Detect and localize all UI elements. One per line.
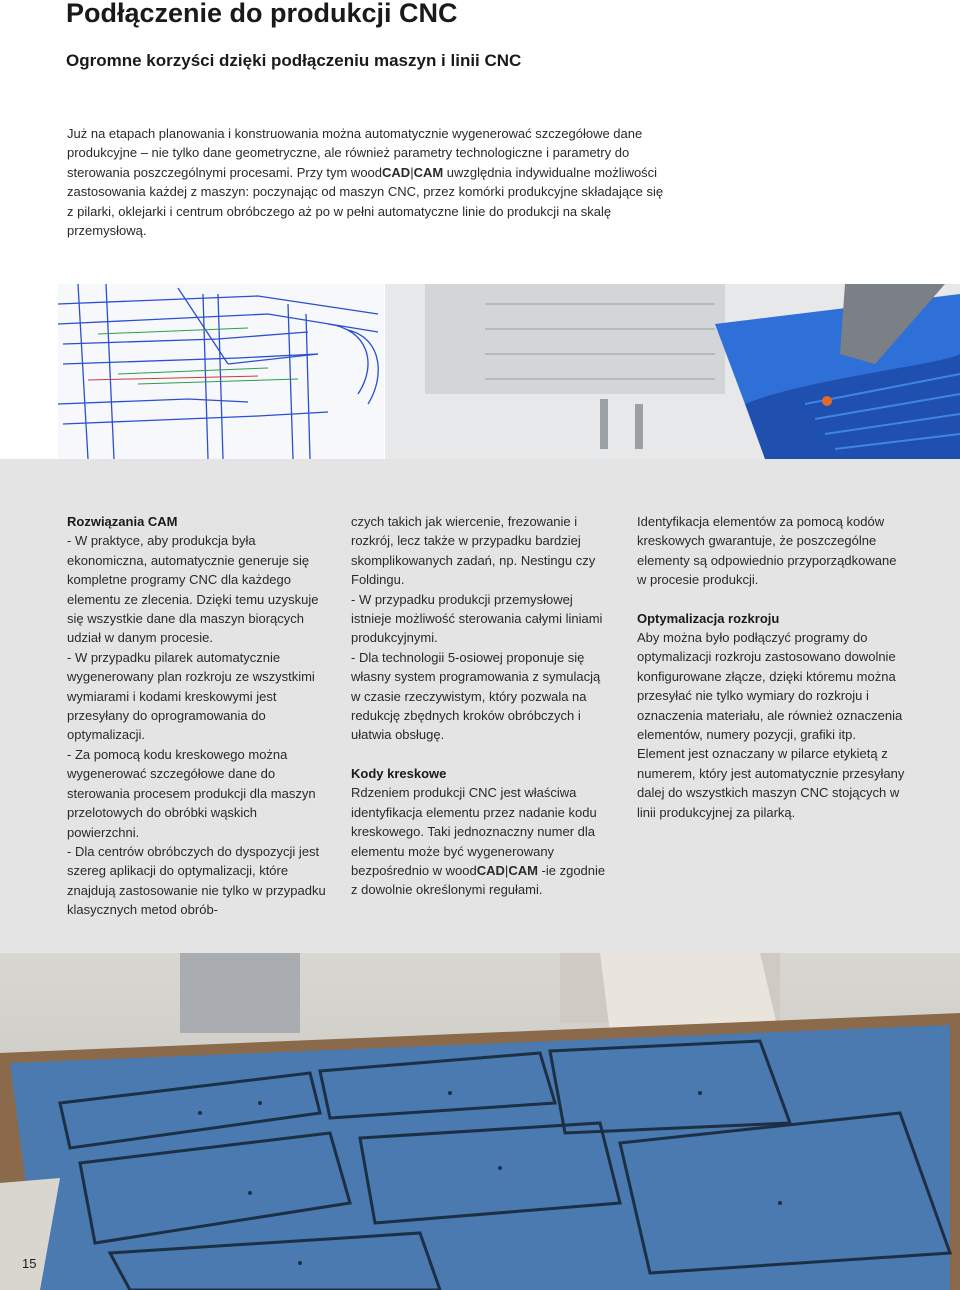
col1-paragraph-3: - Za pomocą kodu kreskowego można wygenerować szczegółowe dane do sterowania procesem produkcji dla maszyn przelotowych do obróbki wąskich powierzchni. [67, 746, 316, 840]
page-title: Podłączenie do produkcji CNC [66, 0, 458, 28]
column-1 [67, 512, 332, 920]
col2-brand-cad: CAD [476, 862, 505, 878]
col2-paragraph-2: - W przypadku produkcji przemysłowej istnieje możliwość sterowania całymi liniami produkcyjnymi. [351, 591, 603, 646]
col2-paragraph-3: - Dla technologii 5-osiowej proponuje się własny system programowania z symulacją w czasie rzeczywistym, który pozwala na redukcję zbędnych kroków obróbczych i ułatwia obsługę. [351, 649, 601, 743]
heading-barcodes: Kody kreskowe [351, 765, 447, 781]
intro-text-1: Już na etapach planowania i konstruowania można automatycznie wygenerować szczegółowe dane produkcyjne – nie tylko dane geometryczne, ale również parametry technologiczne i parametry do sterowania poszczególnymi procesami. Przy tym wood [67, 126, 643, 180]
intro-brand-cam: CAM [413, 164, 444, 180]
col2-paragraph-1: czych takich jak wiercenie, frezowanie i rozkrój, lecz także w przypadku bardziej skomplikowanych zadań, np. Nestingu czy Foldingu. [351, 514, 596, 588]
intro-text-2: uwzględnia indywidualne możliwości zastosowania każdej z maszyn: poczynając od maszyn CNC, przez komórki produkcyjne składające się z pilarki, oklejarki i centrum obróbczego aż po w pełni automatyczne linie do produkcji na skalę przemysłową. [67, 164, 664, 239]
col3-paragraph-2: Aby można było podłączyć programy do optymalizacji rozkroju zastosowano dowolnie konfigurowane złącze, dzięki któremu można przesyłać nie tylko wymiary do rozkroju i oznaczenia materiału, ale również oznaczenia elementów, numery pozycji, grafiki itp. Element jest oznaczany w pilarce etykietą z numerem, który jest automatycznie przesyłany dalej do wszystkich maszyn CNC stojących w linii produkcyjnej za pilarką. [637, 630, 905, 820]
page-subtitle: Ogromne korzyści dzięki podłączeniu maszyn i linii CNC [66, 51, 522, 70]
col2-brand-cam: CAM [508, 862, 538, 878]
intro-brand-cad: CAD [382, 164, 411, 180]
column-3 [637, 512, 905, 822]
machine-simulation-figure [385, 284, 960, 459]
heading-cut-optimization: Optymalizacja rozkroju [637, 610, 780, 626]
wireframe-figure [58, 284, 384, 459]
col1-paragraph-2: - W przypadku pilarek automatycznie wygenerowany plan rozkroju ze wszystkimi wymiarami i kodami kreskowymi jest przesyłany do oprogramowania do optymalizacji. [67, 649, 315, 743]
col2-p4-text-b: -ie zgodnie z dowolnie określonymi regułami. [351, 862, 606, 898]
column-2 [351, 512, 613, 900]
page-number: 15 [22, 1256, 37, 1271]
intro-brand-sep: | [410, 164, 414, 180]
col1-paragraph-1: - W praktyce, aby produkcja była ekonomiczna, automatycznie generuje się kompletne programy CNC dla każdego elementu ze zlecenia. Dzięki temu uzyskuje się wszystkie dane dla maszyn biorących udział w danym procesie. [67, 533, 319, 646]
cnc-table-photo [0, 953, 960, 1290]
col3-paragraph-1: Identyfikacja elementów za pomocą kodów kreskowych gwarantuje, że poszczególne elementy są odpowiednio przyporządkowane w procesie produkcji. [637, 514, 897, 588]
heading-cam-solutions: Rozwiązania CAM [67, 514, 178, 529]
intro-paragraph [67, 124, 667, 240]
col2-brand-sep: | [504, 862, 509, 878]
col1-paragraph-4: - Dla centrów obróbczych do dyspozycji jest szereg aplikacji do optymalizacji, które znajdują zastosowanie nie tylko w przypadku klasycznych metod obrób- [67, 843, 326, 918]
col2-p4-text-a: Rdzeniem produkcji CNC jest właściwa identyfikacja elementu przez nadanie kodu kreskowego. Taki jednoznaczny numer dla elementu może być wygenerowany bezpośrednio w wood [351, 785, 597, 878]
col2-paragraph-4 [351, 783, 613, 899]
